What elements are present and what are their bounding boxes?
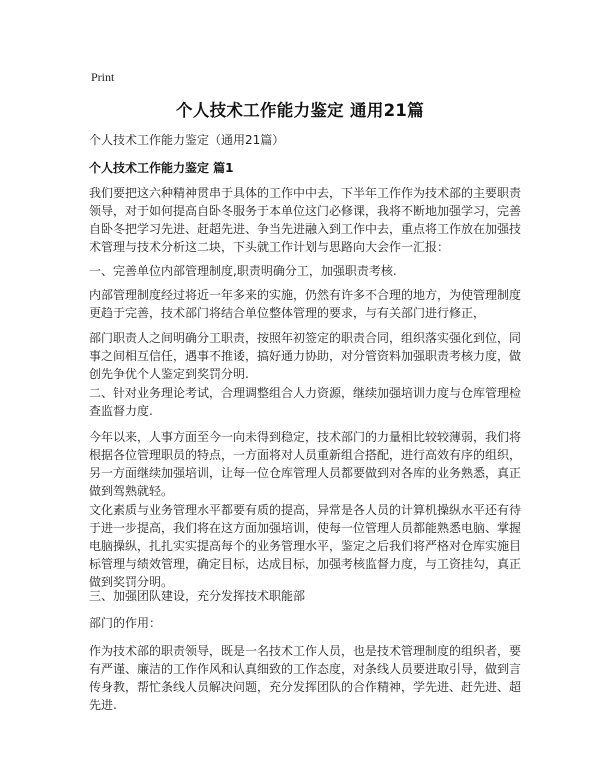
paragraph-line: 先进. (89, 698, 117, 712)
paragraph-line: 我们要把这六种精神贯串于具体的工作中中去，下半年工作作为技术部的主要职责 (89, 186, 522, 200)
paragraph-point-three (89, 587, 519, 605)
paragraph-line: 传身教，帮忙条线人员解决问题，充分发挥团队的合作精神，学先进、赶先进、超 (89, 680, 522, 694)
paragraph-line: 查监督力度. (89, 404, 153, 418)
paragraph-line: 一、完善单位内部管理制度,职责明确分工，加强职责考核. (89, 264, 397, 278)
paragraph-intro (89, 184, 522, 256)
paragraph-line: 创先争优个人鉴定到奖罚分明. (89, 367, 249, 381)
print-link[interactable]: Print (91, 70, 115, 84)
paragraph-line: 做到驾熟就轻。 (89, 484, 174, 498)
paragraph-line: 电脑操纵，扎扎实实提高每个的业务管理水平，鉴定之后我们将严格对仓库实施目 (89, 539, 522, 553)
paragraph-line: 根据各位管理职员的特点，一方面将对人员重新组合搭配，进行高效有序的组织， (89, 448, 522, 462)
paragraph-internal-system (89, 286, 522, 322)
page-title: 个人技术工作能力鉴定 通用21篇 (175, 101, 424, 120)
paragraph-line: 于进一步提高，我们将在这方面加强培训，使每一位管理人员都能熟悉电脑、掌握 (89, 521, 522, 535)
paragraph-line: 三、加强团队建设，充分发挥技术职能部 (89, 589, 306, 603)
paragraph-line: 标管理与绩效管理，确定目标，达成目标，加强考核监督力度，与工资挂勾，真正 (89, 557, 522, 571)
section-heading: 个人技术工作能力鉴定 篇1 (89, 161, 234, 175)
paragraph-role-heading (89, 614, 519, 632)
paragraph-line: 作为技术部的职责领导，既是一名技术工作人员，也是技术管理制度的组织者，要 (89, 644, 522, 658)
paragraph-line: 事之间相互信任，遇事不推诿，搞好通力协助，对分管资料加强职责考核力度，做 (89, 349, 522, 363)
paragraph-line: 自卧冬把学习先进、赶超先进、争当先进融入到工作中去，重点将工作放在加强技 (89, 222, 522, 236)
paragraph-line: 今年以来，人事方面至今一向未得到稳定，技术部门的力量相比较较薄弱，我们将 (89, 430, 522, 444)
paragraph-training (89, 501, 522, 591)
paragraph-point-two (89, 384, 522, 420)
paragraph-line: 部门的作用： (89, 616, 162, 630)
paragraph-point-one (89, 262, 519, 280)
paragraph-leadership (89, 642, 522, 714)
paragraph-line: 做到奖罚分明。 (89, 575, 174, 589)
paragraph-line: 有严谨、廉洁的工作作风和认真细致的工作态度，对条线人员要进取引导，做到言 (89, 662, 522, 676)
paragraph-personnel (89, 428, 522, 500)
paragraph-responsibilities (89, 329, 522, 383)
paragraph-line: 二、针对业务理论考试，合理调整组合人力资源，继续加强培训力度与仓库管理检 (89, 386, 522, 400)
paragraph-line: 术管理与技术分析这二块，下头就工作计划与思路向大会作一汇报： (89, 240, 450, 254)
paragraph-line: 另一方面继续加强培训，让每一位仓库管理人员都要做到对各库的业务熟悉，真正 (89, 466, 522, 480)
paragraph-line: 部门职责人之间明确分工职责，按照年初签定的职责合同，组织落实强化到位，同 (89, 331, 522, 345)
paragraph-line: 内部管理制度经过将近一年多来的实施，仍然有许多不合理的地方，为使管理制度 (89, 288, 522, 302)
paragraph-line: 领导，对于如何提高自卧冬服务于本单位这门必修课，我将不断地加强学习，完善 (89, 204, 522, 218)
paragraph-line: 更趋于完善，技术部门将结合单位整体管理的要求，与有关部门进行修正， (89, 306, 486, 320)
document-subtitle: 个人技术工作能力鉴定（通用21篇） (89, 133, 285, 147)
paragraph-line: 文化素质与业务管理水平都要有质的提高，异常是各人员的计算机操纵水平还有待 (89, 503, 522, 517)
